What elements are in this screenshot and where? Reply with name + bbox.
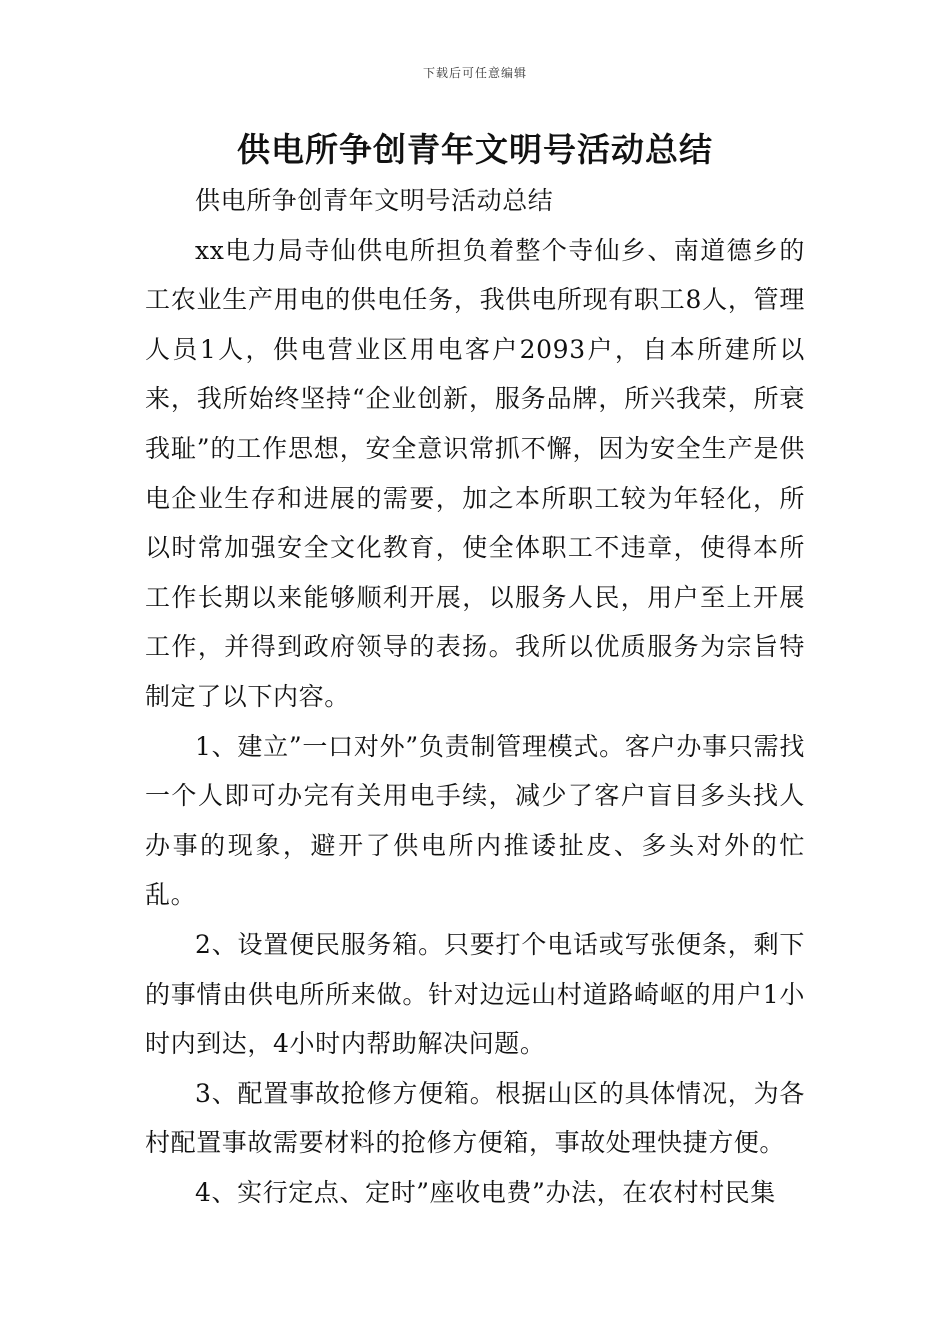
paragraph-subtitle: 供电所争创青年文明号活动总结 [195, 186, 554, 215]
paragraph-item-2: 2、设置便民服务箱。只要打个电话或写张便条，剩下的事情由供电所所来做。针对边远山村道路崎岖的用户1小时内到达，4小时内帮助解决问题。 [145, 929, 805, 1059]
paragraph-item-3: 3、配置事故抢修方便箱。根据山区的具体情况，为各村配置事故需要材料的抢修方便箱，事故处理快捷方便。 [145, 1078, 805, 1158]
document-body [145, 176, 805, 1217]
paragraph-item-1: 1、建立”一口对外”负责制管理模式。客户办事只需找一个人即可办完有关用电手续，减少了客户盲目多头找人办事的现象，避开了供电所内推诿扯皮、多头对外的忙乱。 [145, 731, 805, 910]
paragraph-item-4: 4、实行定点、定时”座收电费”办法，在农村村民集 [195, 1177, 776, 1207]
header-note: 下载后可任意编辑 [422, 66, 527, 80]
document-title: 供电所争创青年文明号活动总结 [237, 130, 713, 169]
paragraph-intro: xx电力局寺仙供电所担负着整个寺仙乡、南道德乡的工农业生产用电的供电任务，我供电所现有职工8人，管理人员1人，供电营业区用电客户2093户，自本所建所以来，我所始终坚持“企业创新，服务品牌，所兴我荣，所衰我耻”的工作思想，安全意识常抓不懈，因为安全生产是供电企业生存和进展的需要，加之本所职工较为年轻化，所以时常加强安全文化教育，使全体职工不违章，使得本所工作长期以来能够顺利开展，以服务人民，用户至上开展工作，并得到政府领导的表扬。我所以优质服务为宗旨特制定了以下内容。 [145, 235, 805, 711]
